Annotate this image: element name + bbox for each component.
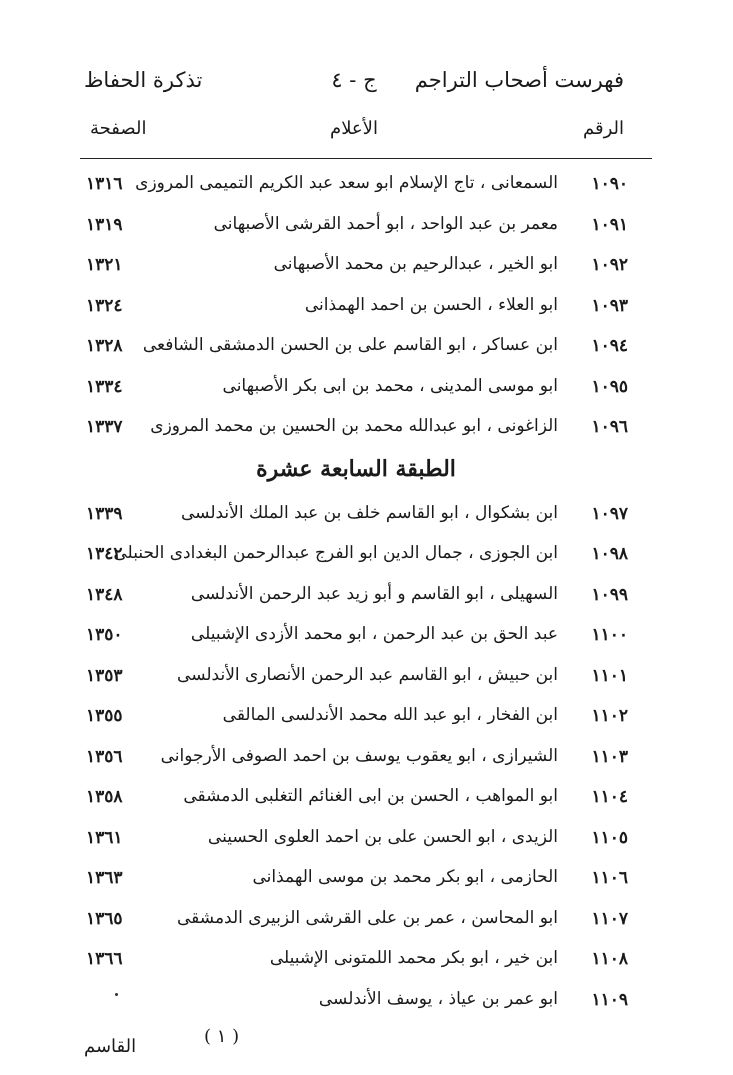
entry-name: ابن الجوزى ، جمال الدين ابو الفرج عبدالرحمن البغدادى الحنبلى: [113, 543, 558, 563]
entry-number: ١١٠٠: [591, 625, 628, 645]
signature-mark: ( ١ ): [204, 1026, 240, 1047]
list-item: [84, 860, 628, 901]
ink-dot: [115, 993, 118, 996]
list-item: [84, 698, 628, 739]
entry-number: ١١٠٩: [591, 989, 628, 1010]
entry-name: ابو الخير ، عبدالرحيم بن محمد الأصبهانى: [273, 254, 558, 274]
entry-page: ١٣٦٣: [86, 868, 123, 888]
entry-page: ١٣٦٦: [86, 949, 123, 969]
entry-number: ١١٠٨: [591, 949, 628, 969]
index-title: فهرست أصحاب التراجم: [414, 68, 624, 92]
list-item: [84, 658, 628, 699]
list-item: [84, 901, 628, 942]
list-item: [84, 941, 628, 982]
entry-name: ابن الفخار ، ابو عبد الله محمد الأندلسى المالقى: [222, 705, 558, 725]
column-headers: [84, 118, 624, 148]
list-item: [84, 739, 628, 780]
entry-page: ١٣٤٨: [86, 584, 123, 605]
entry-name: ابو العلاء ، الحسن بن احمد الهمذانى: [304, 294, 558, 315]
entry-number: ١٠٩٥: [591, 376, 628, 397]
entry-name: ابن خير ، ابو بكر محمد اللمتونى الإشبيلى: [269, 948, 558, 968]
entry-page: ١٣١٩: [86, 214, 123, 235]
entry-name: الشيرازى ، ابو يعقوب يوسف بن احمد الصوفى الأرجوانى: [160, 745, 558, 766]
list-item: [84, 577, 628, 618]
list-item: [84, 328, 628, 369]
entry-name: الزيدى ، ابو الحسن على بن احمد العلوى الحسينى: [207, 826, 558, 847]
entry-number: ١٠٩٦: [591, 417, 628, 437]
book-title: تذكرة الحفاظ: [84, 68, 203, 92]
entry-number: ١٠٩٧: [591, 503, 628, 524]
entry-name: ابو موسى المدينى ، محمد بن ابى بكر الأصبهانى: [222, 375, 558, 396]
entry-number: ١٠٩٣: [591, 295, 628, 316]
entry-name: ابن عساكر ، ابو القاسم على بن الحسن الدمشقى الشافعى: [142, 335, 558, 355]
entry-number: ١٠٩٢: [591, 255, 628, 275]
running-header: [84, 68, 624, 102]
list-item: [84, 369, 628, 410]
entry-page: ١٣٥٠: [86, 625, 123, 645]
entry-name: السهيلى ، ابو القاسم و أبو زيد عبد الرحمن الأندلسى: [190, 583, 558, 604]
list-item: [84, 982, 628, 1023]
entry-name: الحازمى ، ابو بكر محمد بن موسى الهمذانى: [252, 867, 558, 887]
list-item: [84, 247, 628, 288]
entry-page: ١٣٤٢: [86, 544, 123, 564]
entry-page: ١٣٦١: [86, 827, 123, 848]
entry-number: ١١٠٥: [591, 827, 628, 848]
list-item: [84, 820, 628, 861]
entry-page: ١٣٢٨: [86, 336, 123, 356]
list-item: [84, 166, 628, 207]
entry-number: ١١٠٢: [591, 706, 628, 726]
entry-number: ١١٠٤: [591, 787, 628, 807]
entry-name: السمعانى ، تاج الإسلام ابو سعد عبد الكريم التميمى المروزى: [135, 173, 558, 193]
header-rule: [80, 158, 652, 159]
entry-page: ١٣٦٥: [86, 908, 123, 929]
entry-name: الزاغونى ، ابو عبدالله محمد بن الحسين بن محمد المروزى: [150, 416, 558, 436]
entry-page: ١٣١٦: [86, 174, 123, 194]
entry-page: ١٣٥٥: [86, 706, 123, 726]
entry-number: ١١٠٦: [591, 868, 628, 888]
entry-page: ١٣٢٤: [86, 295, 123, 316]
section-title: الطبقة السابعة عشرة: [256, 455, 456, 482]
entry-name: ابن حبيش ، ابو القاسم عبد الرحمن الأنصارى الأندلسى: [177, 664, 558, 685]
list-item: [84, 536, 628, 577]
entry-number: ١١٠١: [591, 665, 628, 686]
entry-name: ابو عمر بن عياذ ، يوسف الأندلسى: [318, 988, 558, 1009]
column-header-names: الأعلام: [330, 118, 378, 139]
entry-name: عبد الحق بن عبد الرحمن ، ابو محمد الأزدى الإشبيلى: [190, 624, 558, 644]
column-header-number: الرقم: [582, 118, 624, 139]
entry-number: ١٠٩١: [591, 214, 628, 235]
entry-name: معمر بن عبد الواحد ، ابو أحمد القرشى الأصبهانى: [213, 213, 558, 234]
entry-name: ابو المحاسن ، عمر بن على القرشى الزبيرى الدمشقى: [177, 907, 558, 928]
volume-number: ج - ٤: [331, 68, 377, 92]
list-item: [84, 496, 628, 537]
list-item: [84, 617, 628, 658]
list-item: [84, 207, 628, 248]
list-item: [84, 779, 628, 820]
entry-name: ابو المواهب ، الحسن بن ابى الغنائم التغلبى الدمشقى: [183, 786, 558, 806]
entry-page: ١٣٥٦: [86, 746, 123, 767]
entry-page: ١٣٢١: [86, 255, 123, 275]
entries-list: [84, 166, 628, 1022]
entry-number: ١٠٩٤: [591, 336, 628, 356]
page-footer: [84, 1020, 384, 1060]
list-item: [84, 409, 628, 450]
column-header-page: الصفحة: [90, 118, 147, 139]
section-heading-row: [84, 450, 628, 496]
entry-page: ١٣٥٣: [86, 665, 123, 686]
entry-page: ١٣٣٤: [86, 376, 123, 397]
catchword: القاسم: [84, 1036, 137, 1057]
entry-number: ١١٠٣: [591, 746, 628, 767]
entry-number: ١١٠٧: [591, 908, 628, 929]
entry-page: ١٣٣٩: [86, 503, 123, 524]
entry-number: ١٠٩٩: [591, 584, 628, 605]
entry-number: ١٠٩٠: [591, 174, 628, 194]
list-item: [84, 288, 628, 329]
entry-name: ابن بشكوال ، ابو القاسم خلف بن عبد الملك الأندلسى: [180, 502, 558, 523]
entry-page: ١٣٣٧: [86, 417, 123, 437]
entry-number: ١٠٩٨: [591, 544, 628, 564]
entry-page: ١٣٥٨: [86, 787, 123, 807]
